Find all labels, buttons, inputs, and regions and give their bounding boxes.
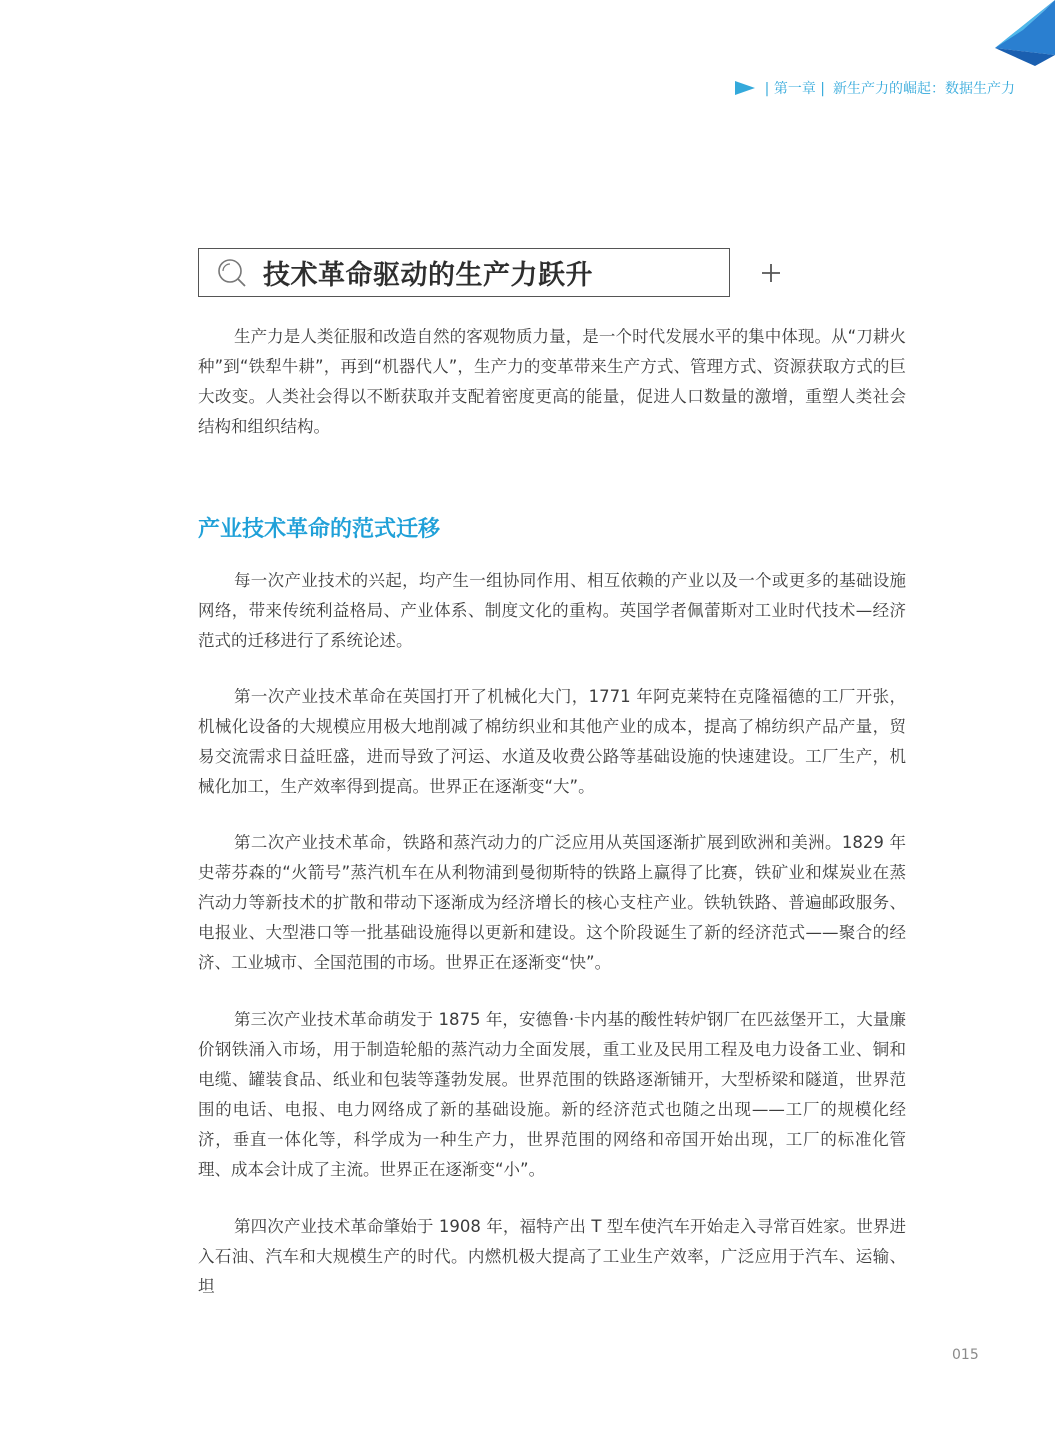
paragraph: 第一次产业技术革命在英国打开了机械化大门，1771 年阿克莱特在克隆福德的工厂开张，机械化设备的大规模应用极大地削减了棉纺织业和其他产业的成本，提高了棉纺织产品产量，贸易交流需求日益旺盛，进而导致了河运、水道及收费公路等基础设施的快速建设。工厂生产，机械化加工，生产效率得到提高。世界正在逐渐变“大”。: [198, 687, 906, 796]
section-title: 技术革命驱动的生产力跃升: [263, 260, 593, 291]
section-title-box: [198, 248, 730, 297]
paragraph: 每一次产业技术的兴起，均产生一组协同作用、相互依赖的产业以及一个或更多的基础设施网络，带来传统利益格局、产业体系、制度文化的重构。英国学者佩蕾斯对工业时代技术—经济范式的迁移进行了系统论述。: [198, 571, 906, 650]
paragraph-block: [198, 566, 906, 656]
paragraph: 第三次产业技术革命萌发于 1875 年，安德鲁·卡内基的酸性转炉钢厂在匹兹堡开工，大量廉价钢铁涌入市场，用于制造轮船的蒸汽动力全面发展，重工业及民用工程及电力设备工业、铜和电缆、罐装食品、纸业和包装等蓬勃发展。世界范围的铁路逐渐铺开，大型桥梁和隧道，世界范围的电话、电报、电力网络成了新的基础设施。新的经济范式也随之出现——工厂的规模化经济，垂直一体化等，科学成为一种生产力，世界范围的网络和帝国开始出现，工厂的标准化管理、成本会计成了主流。世界正在逐渐变“小”。: [198, 1010, 906, 1179]
running-header: [735, 78, 1015, 98]
paragraph-block: [198, 1005, 906, 1185]
chapter-title: 新生产力的崛起：数据生产力: [833, 81, 1015, 97]
intro-block: [198, 322, 906, 442]
paragraph: 第二次产业技术革命，铁路和蒸汽动力的广泛应用从英国逐渐扩展到欧洲和美洲。1829 年史蒂芬森的“火箭号”蒸汽机车在从利物浦到曼彻斯特的铁路上赢得了比赛，铁矿业和煤炭业在蒸汽动力等新技术的扩散和带动下逐渐成为经济增长的核心支柱产业。铁轨铁路、普遍邮政服务、电报业、大型港口等一批基础设施得以更新和建设。这个阶段诞生了新的经济范式——聚合的经济、工业城市、全国范围的市场。世界正在逐渐变“快”。: [198, 833, 906, 972]
page-number: 015: [952, 1347, 979, 1363]
paragraph-block: [198, 828, 906, 978]
intro-paragraph: 生产力是人类征服和改造自然的客观物质力量，是一个时代发展水平的集中体现。从“刀耕火种”到“铁犁牛耕”，再到“机器代人”，生产力的变革带来生产方式、管理方式、资源获取方式的巨大改变。人类社会得以不断获取并支配着密度更高的能量，促进人口数量的激增，重塑人类社会结构和组织结构。: [198, 327, 906, 436]
play-arrow-icon: [735, 81, 755, 95]
paragraph-block: [198, 1212, 906, 1302]
search-icon: [217, 258, 247, 288]
subsection-title: 产业技术革命的范式迁移: [198, 517, 441, 542]
plus-icon: [760, 262, 782, 284]
paragraph-block: [198, 682, 906, 802]
paragraph: 第四次产业技术革命肇始于 1908 年，福特产出 T 型车使汽车开始走入寻常百姓家。世界进入石油、汽车和大规模生产的时代。内燃机极大提高了工业生产效率，广泛应用于汽车、运输、坦: [198, 1217, 906, 1296]
chapter-label: | 第一章 |: [764, 81, 825, 97]
triangle-corner-icon: [975, 0, 1055, 80]
